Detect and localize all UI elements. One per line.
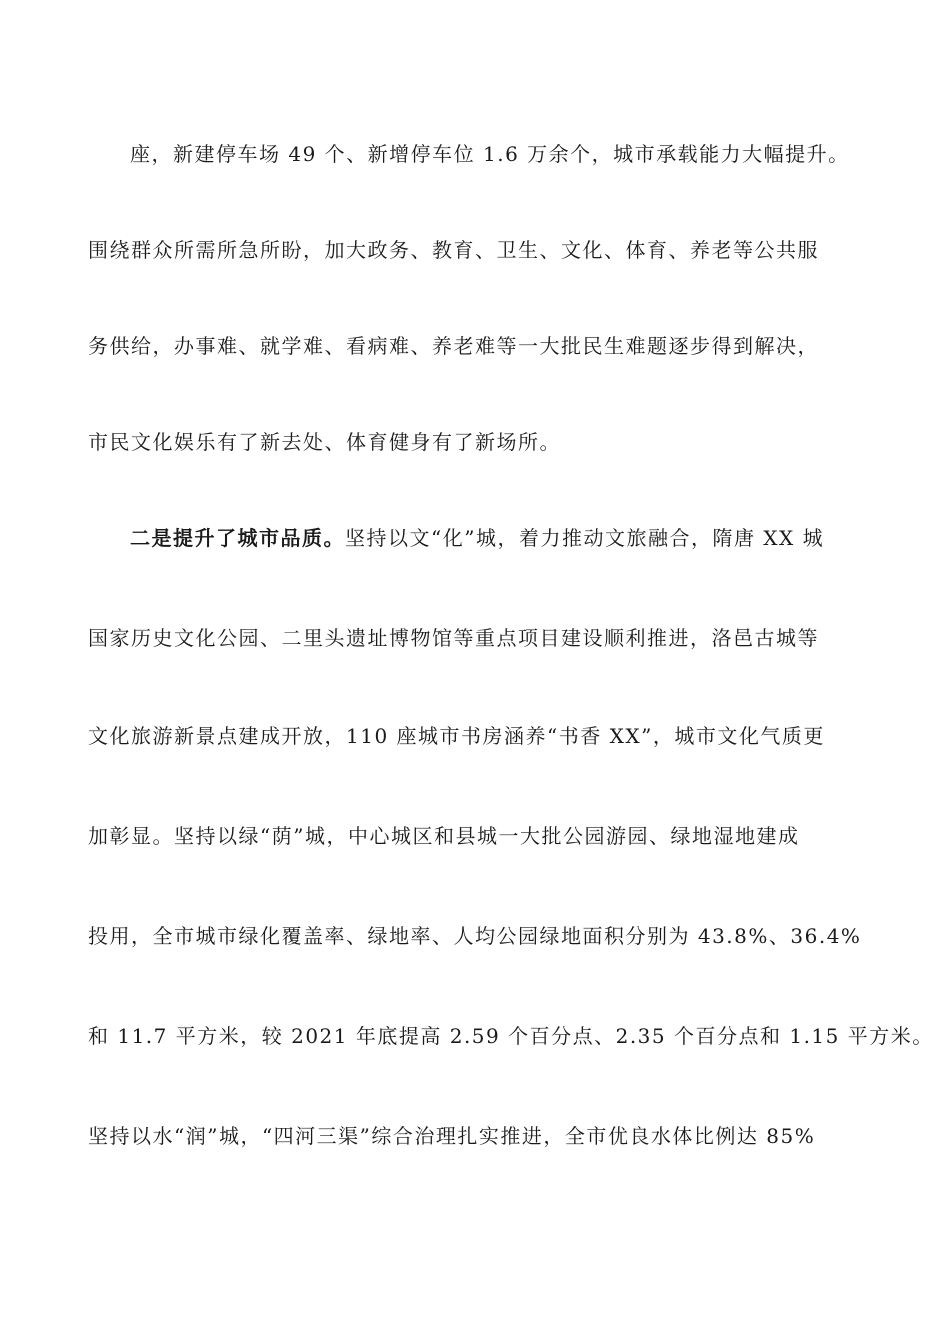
paragraph-line-9: 投用，全市城市绿化覆盖率、绿地率、人均公园绿地面积分别为 43.8%、36.4% — [88, 924, 862, 948]
section-line-1-text: 坚持以文“化”城，着力推动文旅融合，隋唐 XX 城 — [345, 526, 825, 550]
section-heading: 二是提升了城市品质。 — [130, 526, 345, 550]
paragraph-line-3: 务供给，办事难、就学难、看病难、养老难等一大批民生难题逐步得到解决， — [88, 334, 819, 358]
paragraph-line-6: 国家历史文化公园、二里头遗址博物馆等重点项目建设顺利推进，洛邑古城等 — [88, 626, 819, 650]
paragraph-line-1: 座，新建停车场 49 个、新增停车位 1.6 万余个，城市承载能力大幅提升。 — [130, 142, 850, 166]
section-paragraph-first-line — [130, 526, 920, 550]
paragraph-line-7: 文化旅游新景点建成开放，110 座城市书房涵养“书香 XX”，城市文化气质更 — [88, 724, 825, 748]
paragraph-line-8: 加彰显。坚持以绿“荫”城，中心城区和县城一大批公园游园、绿地湿地建成 — [88, 824, 800, 848]
paragraph-line-2: 围绕群众所需所急所盼，加大政务、教育、卫生、文化、体育、养老等公共服 — [88, 238, 819, 262]
paragraph-line-4: 市民文化娱乐有了新去处、体育健身有了新场所。 — [88, 430, 561, 454]
paragraph-line-11: 坚持以水“润”城，“四河三渠”综合治理扎实推进，全市优良水体比例达 85% — [88, 1124, 816, 1148]
paragraph-line-10: 和 11.7 平方米，较 2021 年底提高 2.59 个百分点、2.35 个百分点和 1.15 平方米。 — [88, 1024, 934, 1048]
